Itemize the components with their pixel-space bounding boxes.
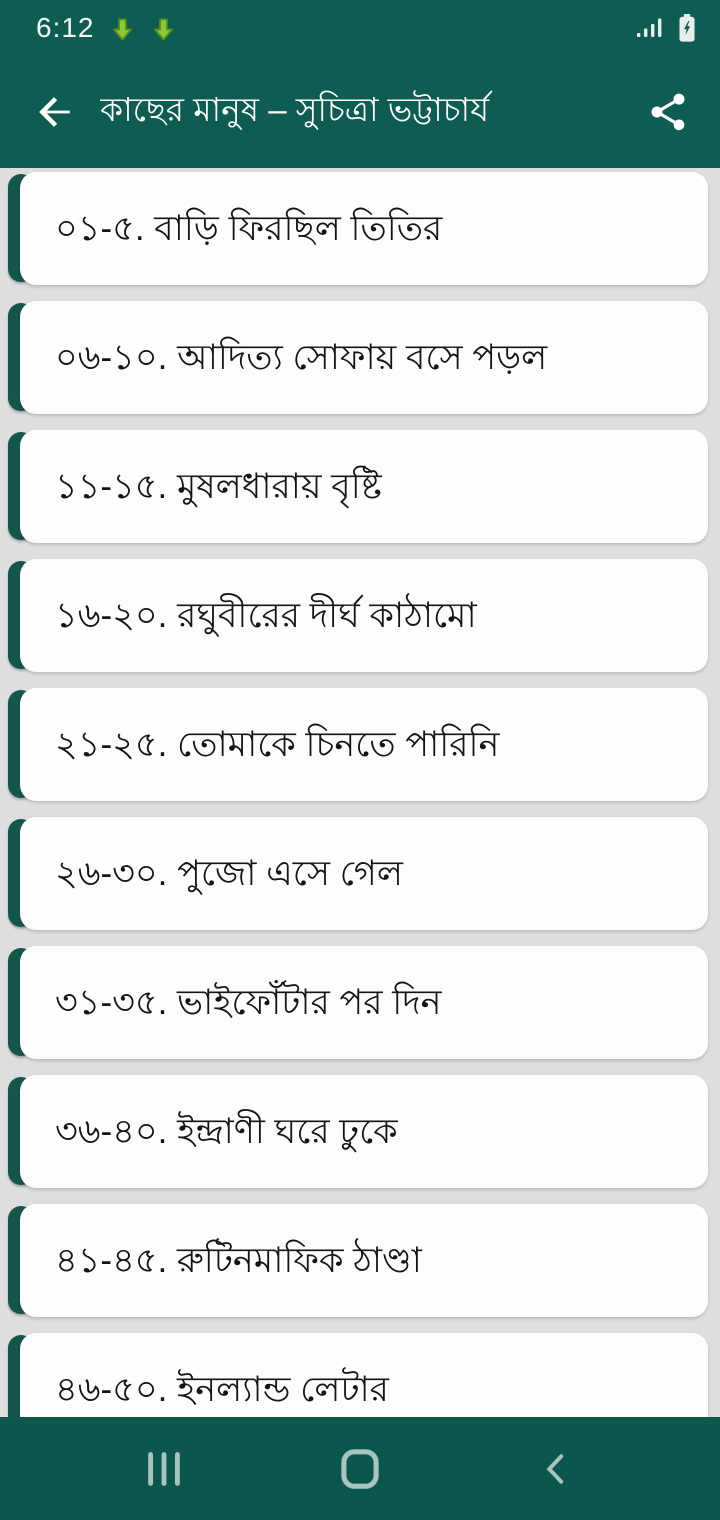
card-body bbox=[20, 430, 708, 543]
list-item[interactable] bbox=[8, 1075, 708, 1188]
list-item-label: ১১-১৫. মুষলধারায় বৃষ্টি bbox=[55, 466, 382, 506]
card-body bbox=[20, 946, 708, 1059]
card-body bbox=[20, 1204, 708, 1317]
list-item-label: ৩১-৩৫. ভাইফোঁটার পর দিন bbox=[55, 982, 442, 1022]
list-item-label: ৪৬-৫০. ইনল্যান্ড লেটার bbox=[55, 1369, 389, 1409]
card-body bbox=[20, 1075, 708, 1188]
status-bar bbox=[0, 0, 720, 56]
signal-icon bbox=[637, 17, 664, 39]
card-body bbox=[20, 1333, 708, 1417]
card-body bbox=[20, 301, 708, 414]
share-button[interactable] bbox=[640, 84, 696, 140]
list-item-label: ২৬-৩০. পুজো এসে গেল bbox=[55, 853, 403, 893]
share-icon bbox=[646, 90, 690, 134]
list-item[interactable] bbox=[8, 172, 708, 285]
list-item-label: ২১-২৫. তোমাকে চিনতে পারিনি bbox=[55, 724, 500, 764]
recents-button[interactable] bbox=[124, 1429, 204, 1509]
list-item[interactable] bbox=[8, 1333, 708, 1417]
back-arrow-icon bbox=[33, 91, 75, 133]
list-item[interactable] bbox=[8, 1204, 708, 1317]
page-title: কাছের মানুষ – সুচিত্রা ভট্টাচার্য bbox=[100, 91, 490, 128]
list-item-label: ০৬-১০. আদিত্য সোফায় বসে পড়ল bbox=[55, 337, 548, 377]
list-item-label: ৩৬-৪০. ইন্দ্রাণী ঘরে ঢুকে bbox=[55, 1111, 398, 1151]
download-icon bbox=[150, 16, 177, 43]
download-icon bbox=[109, 16, 136, 43]
list-item[interactable] bbox=[8, 688, 708, 801]
navigation-bar bbox=[0, 1417, 720, 1520]
list-item-label: ৪১-৪৫. রুটিনমাফিক ঠাণ্ডা bbox=[55, 1240, 422, 1280]
list-item[interactable] bbox=[8, 301, 708, 414]
battery-charging-icon bbox=[678, 14, 696, 42]
list-item-label: ০১-৫. বাড়ি ফিরছিল তিতির bbox=[55, 208, 443, 248]
list-item[interactable] bbox=[8, 559, 708, 672]
card-body bbox=[20, 688, 708, 801]
back-button[interactable] bbox=[26, 84, 82, 140]
status-bar-right bbox=[637, 14, 696, 42]
list-item[interactable] bbox=[8, 430, 708, 543]
home-button[interactable] bbox=[320, 1429, 400, 1509]
list-item[interactable] bbox=[8, 946, 708, 1059]
card-body bbox=[20, 172, 708, 285]
status-time: 6:12 bbox=[36, 12, 95, 43]
back-chevron-icon bbox=[538, 1451, 574, 1487]
home-icon bbox=[340, 1449, 380, 1489]
recents-icon bbox=[145, 1450, 183, 1488]
app-bar bbox=[0, 56, 720, 168]
back-nav-button[interactable] bbox=[516, 1429, 596, 1509]
status-bar-left bbox=[36, 12, 177, 44]
chapter-list bbox=[0, 168, 720, 1417]
card-body bbox=[20, 817, 708, 930]
card-body bbox=[20, 559, 708, 672]
list-item-label: ১৬-২০. রঘুবীরের দীর্ঘ কাঠামো bbox=[55, 595, 477, 635]
list-item[interactable] bbox=[8, 817, 708, 930]
